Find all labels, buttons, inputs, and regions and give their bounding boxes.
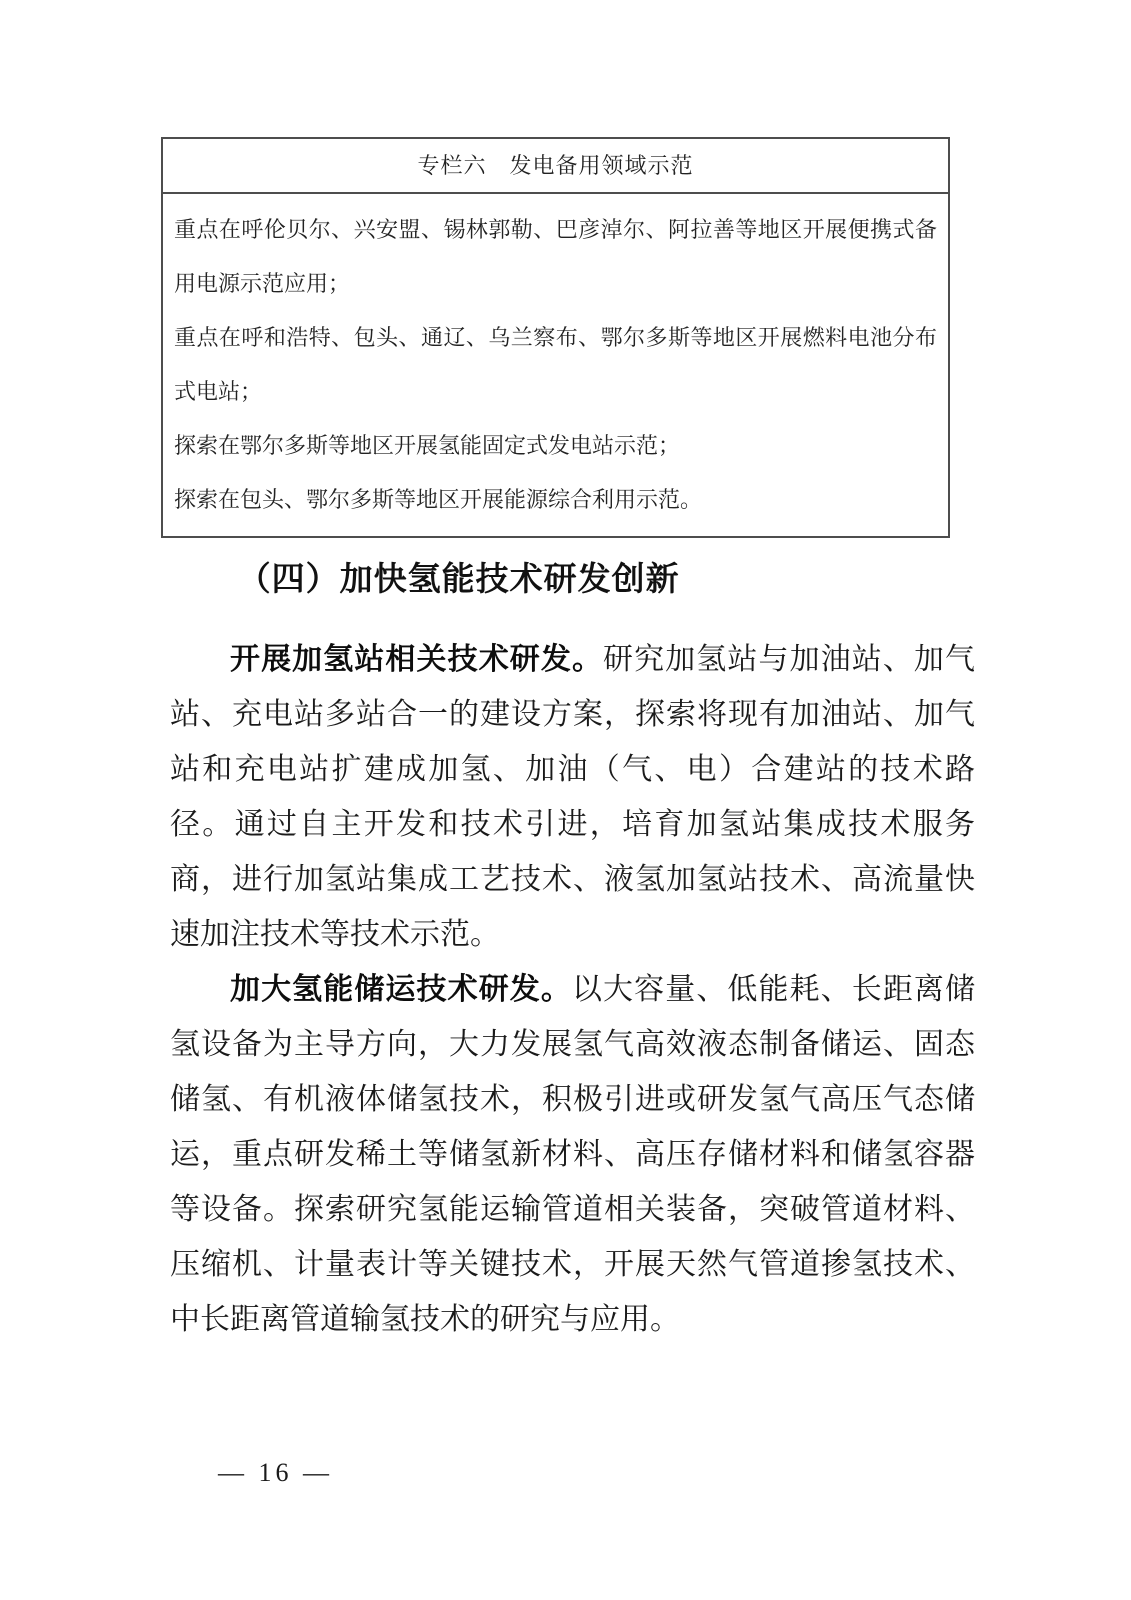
paragraph-2-text: 以大容量、低能耗、长距离储氢设备为主导方向，大力发展氢气高效液态制备储运、固态储氢、有机液体储氢技术，积极引进或研发氢气高压气态储运，重点研发稀土等储氢新材料、高压存储材料和储氢容器等设备。探索研究氢能运输管道相关装备，突破管道材料、压缩机、计量表计等关键技术，开展天然气管道掺氢技术、中长距离管道输氢技术的研究与应用。 <box>170 973 976 1336</box>
column-box-title: 专栏六 发电备用领域示范 <box>163 139 948 194</box>
box-item-2: 重点在呼和浩特、包头、通辽、乌兰察布、鄂尔多斯等地区开展燃料电池分布式电站； <box>174 325 937 404</box>
box-item-3: 探索在鄂尔多斯等地区开展氢能固定式发电站示范； <box>174 433 681 458</box>
box-item-1: 重点在呼伦贝尔、兴安盟、锡林郭勒、巴彦淖尔、阿拉善等地区开展便携式备用电源示范应用； <box>174 217 937 296</box>
page-number: — 16 — <box>218 1458 333 1487</box>
body-text <box>170 632 975 1347</box>
column-six-box <box>161 137 950 538</box>
section-heading: （四）加快氢能技术研发创新 <box>237 562 680 598</box>
paragraph-1-lead: 开展加氢站相关技术研发。 <box>230 643 604 676</box>
box-item-4: 探索在包头、鄂尔多斯等地区开展能源综合利用示范。 <box>174 487 703 512</box>
paragraph-2-lead: 加大氢能储运技术研发。 <box>230 973 572 1006</box>
paragraph-hydrogen-storage <box>170 962 975 1347</box>
column-box-body <box>163 194 948 536</box>
page-footer <box>218 1458 333 1488</box>
paragraph-1-text: 研究加氢站与加油站、加气站、充电站多站合一的建设方案，探索将现有加油站、加气站和充电站扩建成加氢、加油（气、电）合建站的技术路径。通过自主开发和技术引进，培育加氢站集成技术服务商，进行加氢站集成工艺技术、液氢加氢站技术、高流量快速加注技术等技术示范。 <box>170 643 976 951</box>
paragraph-hydrogen-station <box>170 632 975 962</box>
